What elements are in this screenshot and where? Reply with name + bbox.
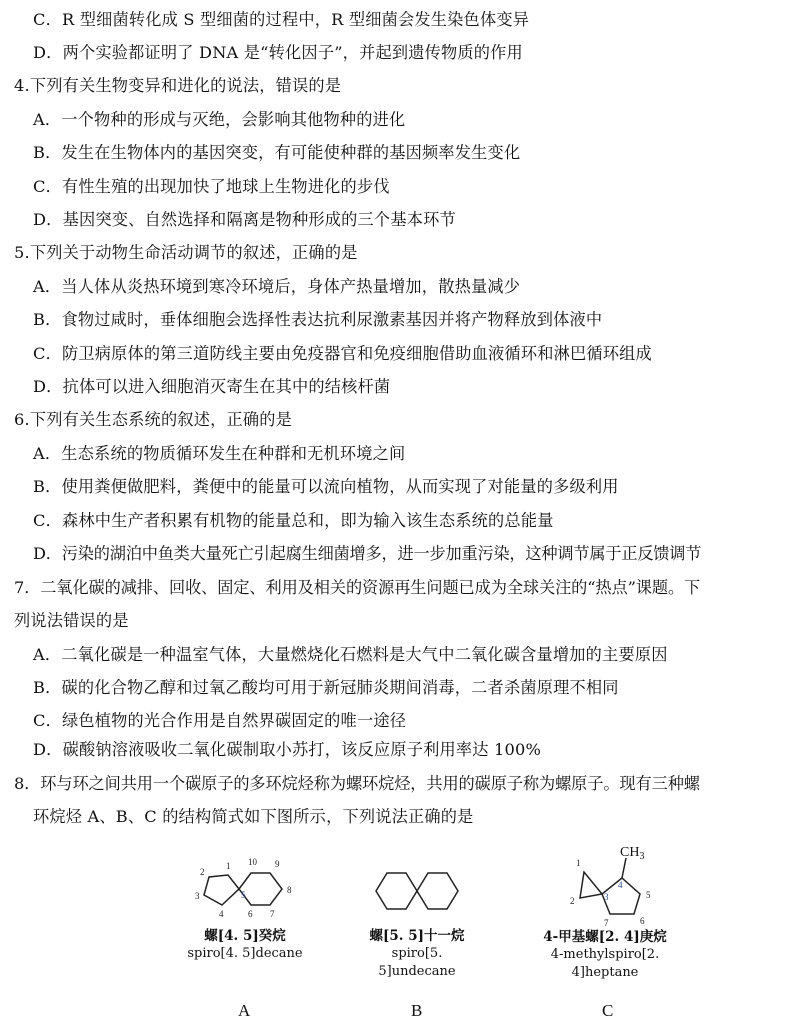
q6-option-c: C．森林中生产者积累有机物的能量总和，即为输入该生态系统的总能量 [33,511,554,530]
spiro-undecane-structure [362,855,472,927]
q6-option-a: A．生态系统的物质循环发生在种群和无机环境之间 [33,444,406,463]
structure-b-name-zh: 螺[5. 5]十一烷 [369,928,465,944]
atom-label: 10 [248,857,257,867]
methylspiro-heptane-structure [540,842,670,928]
figure-letter-a: A [238,1001,251,1020]
q4-option-d: D．基因突变、自然选择和隔离是物种形成的三个基本环节 [33,210,456,229]
q7-option-b: B．碳的化合物乙醇和过氧乙酸均可用于新冠肺炎期间消毒，二者杀菌原理不相同 [33,678,619,697]
atom-label: 7 [604,918,609,928]
figure-letter-c: C [602,1001,614,1020]
structure-a [180,855,310,963]
figure-letter-b: B [411,1001,423,1020]
atom-label: 2 [570,896,575,906]
question-6-stem: 6.下列有关生态系统的叙述，正确的是 [14,410,293,429]
structure-b-name-en: spiro[5. 5]undecane [378,946,456,979]
atom-label: 3 [604,892,609,902]
q4-option-a: A．一个物种的形成与灭绝，会影响其他物种的进化 [33,110,406,129]
question-8-stem: 8．环与环之间共用一个碳原子的多环烷烃称为螺环烷烃，共用的碳原子称为螺原子。现有三种螺 [14,774,700,793]
atom-label: 6 [248,909,253,919]
structure-c-name-en: 4-methylspiro[2. 4]heptane [550,947,660,980]
methyl-label: $CH_3$ [620,845,645,862]
q4-option-b: B．发生在生物体内的基因突变，有可能使种群的基因频率发生变化 [33,143,521,162]
question-7-stem-cont: 列说法错误的是 [14,611,129,630]
q5-option-a: A．当人体从炎热环境到寒冷环境后，身体产热量增加，散热量减少 [33,277,521,296]
structure-a-name-zh: 螺[4. 5]癸烷 [204,928,286,944]
question-5-stem: 5.下列关于动物生命活动调节的叙述，正确的是 [14,243,358,262]
atom-label: 6 [640,916,645,926]
atom-label: 1 [226,861,231,871]
q6-option-d: D．污染的湖泊中鱼类大量死亡引起腐生细菌增多，进一步加重污染，这种调节属于正反馈调节 [33,544,702,563]
atom-label: 4 [618,880,623,890]
q4-option-c: C．有性生殖的出现加快了地球上生物进化的步伐 [33,177,390,196]
q5-option-c: C．防卫病原体的第三道防线主要由免疫器官和免疫细胞借助血液循环和淋巴循环组成 [33,344,652,363]
atom-label: 9 [275,859,280,869]
spiro-decane-structure [190,855,300,927]
atom-label: 4 [219,909,224,919]
q6-option-b: B．使用粪便做肥料，粪便中的能量可以流向植物，从而实现了对能量的多级利用 [33,477,619,496]
q5-option-b: B．食物过咸时，垂体细胞会选择性表达抗利尿激素基因并将产物释放到体液中 [33,310,603,329]
atom-label: 5 [241,890,246,900]
q7-option-a: A．二氧化碳是一种温室气体，大量燃烧化石燃料是大气中二氧化碳含量增加的主要原因 [33,645,668,664]
q5-option-d: D．抗体可以进入细胞消灭寄生在其中的结核杆菌 [33,377,391,396]
atom-label: 1 [576,858,581,868]
question-4-stem: 4.下列有关生物变异和进化的说法，错误的是 [14,76,342,95]
structure-b [352,855,482,981]
q3-option-c: C．R 型细菌转化成 S 型细菌的过程中，R 型细菌会发生染色体变异 [33,10,530,29]
structure-c [520,842,690,982]
atom-label: 7 [270,909,275,919]
q7-option-c: C．绿色植物的光合作用是自然界碳固定的唯一途径 [33,711,407,730]
structure-a-name-en: spiro[4. 5]decane [187,946,303,961]
q7-option-d: D．碳酸钠溶液吸收二氧化碳制取小苏打，该反应原子利用率达 100% [33,740,542,759]
atom-label: 8 [287,885,292,895]
q3-option-d: D．两个实验都证明了 DNA 是“转化因子”，并起到遗传物质的作用 [33,43,523,62]
question-8-stem-cont: 环烷烃 A、B、C 的结构简式如下图所示，下列说法正确的是 [33,807,474,826]
structure-c-name-zh: 4-甲基螺[2. 4]庚烷 [543,929,667,945]
atom-label: 2 [200,867,205,877]
atom-label: 5 [646,890,651,900]
question-7-stem: 7．二氧化碳的减排、回收、固定、利用及相关的资源再生问题已成为全球关注的“热点”课题。下 [14,578,701,597]
atom-label: 3 [195,891,200,901]
